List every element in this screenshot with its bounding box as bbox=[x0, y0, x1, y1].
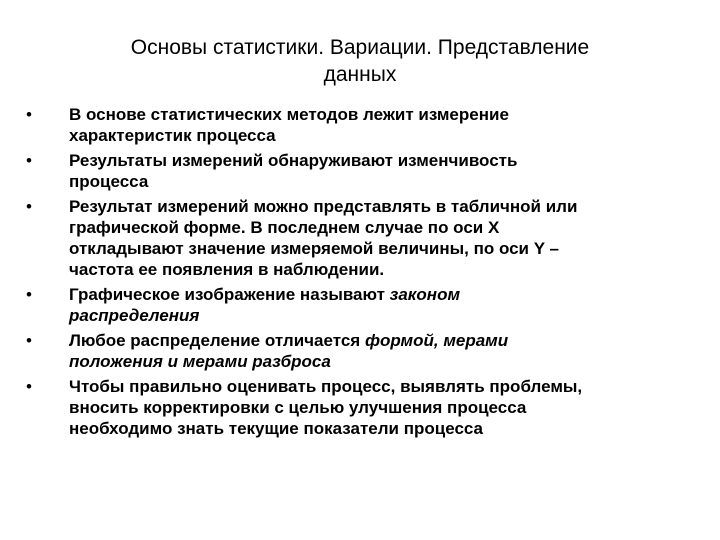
bullet-text-line: частота ее появления в наблюдении. bbox=[69, 260, 385, 279]
slide-title bbox=[70, 34, 650, 88]
bullet-text-line: характеристик процесса bbox=[69, 126, 276, 145]
bullet-emphasis: законом bbox=[389, 285, 461, 304]
bullet-item-variability bbox=[24, 150, 704, 192]
bullet-item-representation bbox=[24, 196, 704, 280]
slide-title-line-2: данных bbox=[323, 63, 397, 86]
bullet-emphasis: положения и мерами разброса bbox=[69, 352, 331, 371]
bullet-list bbox=[24, 104, 704, 443]
bullet-marker: • bbox=[26, 151, 32, 170]
bullet-item-measurement bbox=[24, 104, 704, 146]
slide-title-line-1: Основы статистики. Вариации. Представление bbox=[130, 36, 590, 59]
bullet-text: Любое распределение отличается bbox=[69, 331, 365, 350]
bullet-text-line: В основе статистических методов лежит измерение bbox=[69, 105, 509, 124]
bullet-marker: • bbox=[26, 197, 32, 216]
bullet-text-line: процесса bbox=[69, 172, 149, 191]
bullet-item-distribution-measures bbox=[24, 330, 704, 372]
bullet-text-line: Результаты измерений обнаруживают изменчивость bbox=[69, 151, 518, 170]
bullet-emphasis: формой, мерами bbox=[364, 331, 509, 350]
bullet-text: Графическое изображение называют bbox=[69, 285, 390, 304]
bullet-text-line: Чтобы правильно оценивать процесс, выявлять проблемы, bbox=[69, 377, 583, 396]
bullet-text-line: графической форме. В последнем случае по оси X bbox=[69, 218, 500, 237]
bullet-text-line: откладывают значение измеряемой величины, по оси Y – bbox=[69, 239, 559, 258]
bullet-emphasis: распределения bbox=[69, 306, 200, 325]
bullet-text-line: вносить корректировки с целью улучшения процесса bbox=[69, 398, 527, 417]
bullet-item-process-indicators bbox=[24, 376, 704, 439]
bullet-item-distribution-law bbox=[24, 284, 704, 326]
bullet-marker: • bbox=[26, 377, 32, 396]
bullet-marker: • bbox=[26, 285, 32, 304]
bullet-text-line: Результат измерений можно представлять в табличной или bbox=[69, 197, 578, 216]
bullet-text-line: необходимо знать текущие показатели процесса bbox=[69, 419, 484, 438]
bullet-marker: • bbox=[26, 331, 32, 350]
bullet-marker: • bbox=[26, 105, 32, 124]
